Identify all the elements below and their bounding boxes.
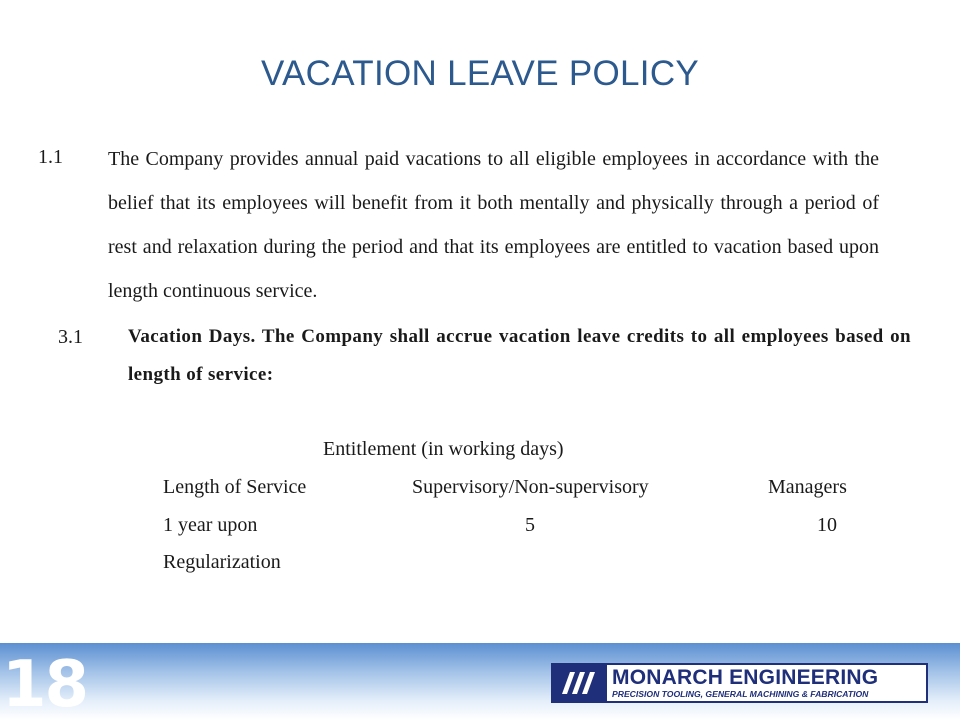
- table-cell-supervisory: 5: [525, 514, 535, 536]
- table-header-supervisory: Supervisory/Non-supervisory: [412, 476, 649, 498]
- subsection-number: 3.1: [58, 326, 83, 348]
- slide-number: 18: [2, 648, 88, 722]
- section-paragraph: The Company provides annual paid vacations to all eligible employees in accordance with the belief that its employees will benefit from it both mentally and physically through a period of rest and relaxation during the period and that its employees are entitled to vacation based upon length continuous service.: [108, 148, 879, 302]
- table-cell-length: 1 year upon: [163, 514, 258, 536]
- slide-title: VACATION LEAVE POLICY: [260, 54, 700, 93]
- table-header-length: Length of Service: [163, 476, 307, 498]
- subsection-paragraph: Vacation Days. The Company shall accrue vacation leave credits to all employees based on length of service:: [128, 326, 911, 385]
- table-caption: Entitlement (in working days): [323, 438, 564, 460]
- table-header-managers: Managers: [768, 476, 847, 498]
- company-logo: [551, 663, 928, 703]
- table-cell-length-continued: Regularization: [163, 551, 281, 573]
- logo-mark-icon: [553, 665, 607, 701]
- section-number: 1.1: [38, 146, 63, 168]
- logo-tagline: PRECISION TOOLING, GENERAL MACHINING & FABRICATION: [612, 689, 869, 699]
- logo-name: MONARCH ENGINEERING: [612, 666, 879, 689]
- table-cell-managers: 10: [817, 514, 837, 536]
